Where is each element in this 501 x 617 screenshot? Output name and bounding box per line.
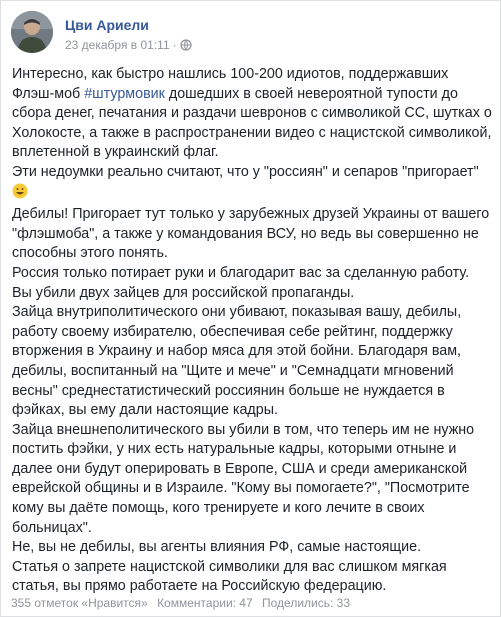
post-body — [12, 65, 492, 597]
paragraph-3: Дебилы! Пригорает тут только у зарубежных друзей Украины от вашего "флэшмоба", а также у командования ВСУ, но ведь вы совершенно не способны этого понять. — [12, 206, 490, 262]
avatar-image — [11, 11, 53, 53]
paragraph-2: Эти недоумки реально считают, что у "россиян" и сепаров "пригорает" — [12, 163, 492, 205]
post-header — [11, 11, 490, 55]
author-avatar[interactable] — [11, 11, 53, 53]
author-name[interactable]: Цви Ариели — [65, 17, 149, 33]
post-timestamp[interactable]: 23 декабря в 01:11 — [65, 38, 170, 52]
post-meta — [65, 38, 192, 54]
globe-icon[interactable] — [180, 39, 192, 54]
shares-count[interactable]: Поделились: 33 — [262, 596, 351, 610]
hashtag-link[interactable]: #штурмовик — [84, 85, 165, 102]
paragraph-4: Россия только потирает руки и благодарит вас за сделанную работу. Вы убили двух зайцев для российской пропаганды. — [12, 264, 470, 301]
paragraph-6: Зайца внешнеполитического вы убили в том, что теперь им не нужно постить фэйки, у них есть натуральные кадры, которыми отныне и далее они будут оперировать в Европе, США и среди американской еврейской общины и в Израиле. "Кому вы помогаете?", "Посмотрите кому вы даёте помощь, кого тренируете и кого лечите в своих больницах". — [12, 421, 475, 536]
paragraph-8: Статья о запрете нацистской символики для вас слишком мягкая статья, вы прямо работаете на Российскую федерацию. — [12, 558, 447, 595]
paragraph-7: Не, вы не дебилы, вы агенты влияния РФ, самые настоящие. — [12, 539, 422, 556]
comments-count[interactable]: Комментарии: 47 — [157, 596, 253, 610]
likes-count[interactable]: 355 отметок «Нравится» — [11, 596, 148, 610]
grinning-emoji-icon — [12, 183, 28, 206]
meta-separator: · — [172, 38, 177, 52]
post-footer — [11, 596, 356, 610]
paragraph-5: Зайца внутриполитического они убивают, показывая вашу, дебилы, работу своему избирателю, обеспечивая себе рейтинг, поддержку вторжения в Украину и набор мяса для этой бойни. Благодаря вам, дебилы, воспитанный на "Щите и мече" и "Семнадцати мгновений весны" среднестатистический россиянин больше не нуждается в фэйках, вы ему дали настоящие кадры. — [12, 304, 462, 419]
paragraph-1: Интересно, как быстро нашлись 100-200 идиотов, поддержавших Флэш-моб #штурмовик дошедших в своей невероятной тупости до сбора денег, печатания и раздачи шевронов с символикой СС, шутках о Холокосте, а также в распространении видео с нацистской символикой, вплетенной в украинский флаг. — [12, 66, 492, 161]
